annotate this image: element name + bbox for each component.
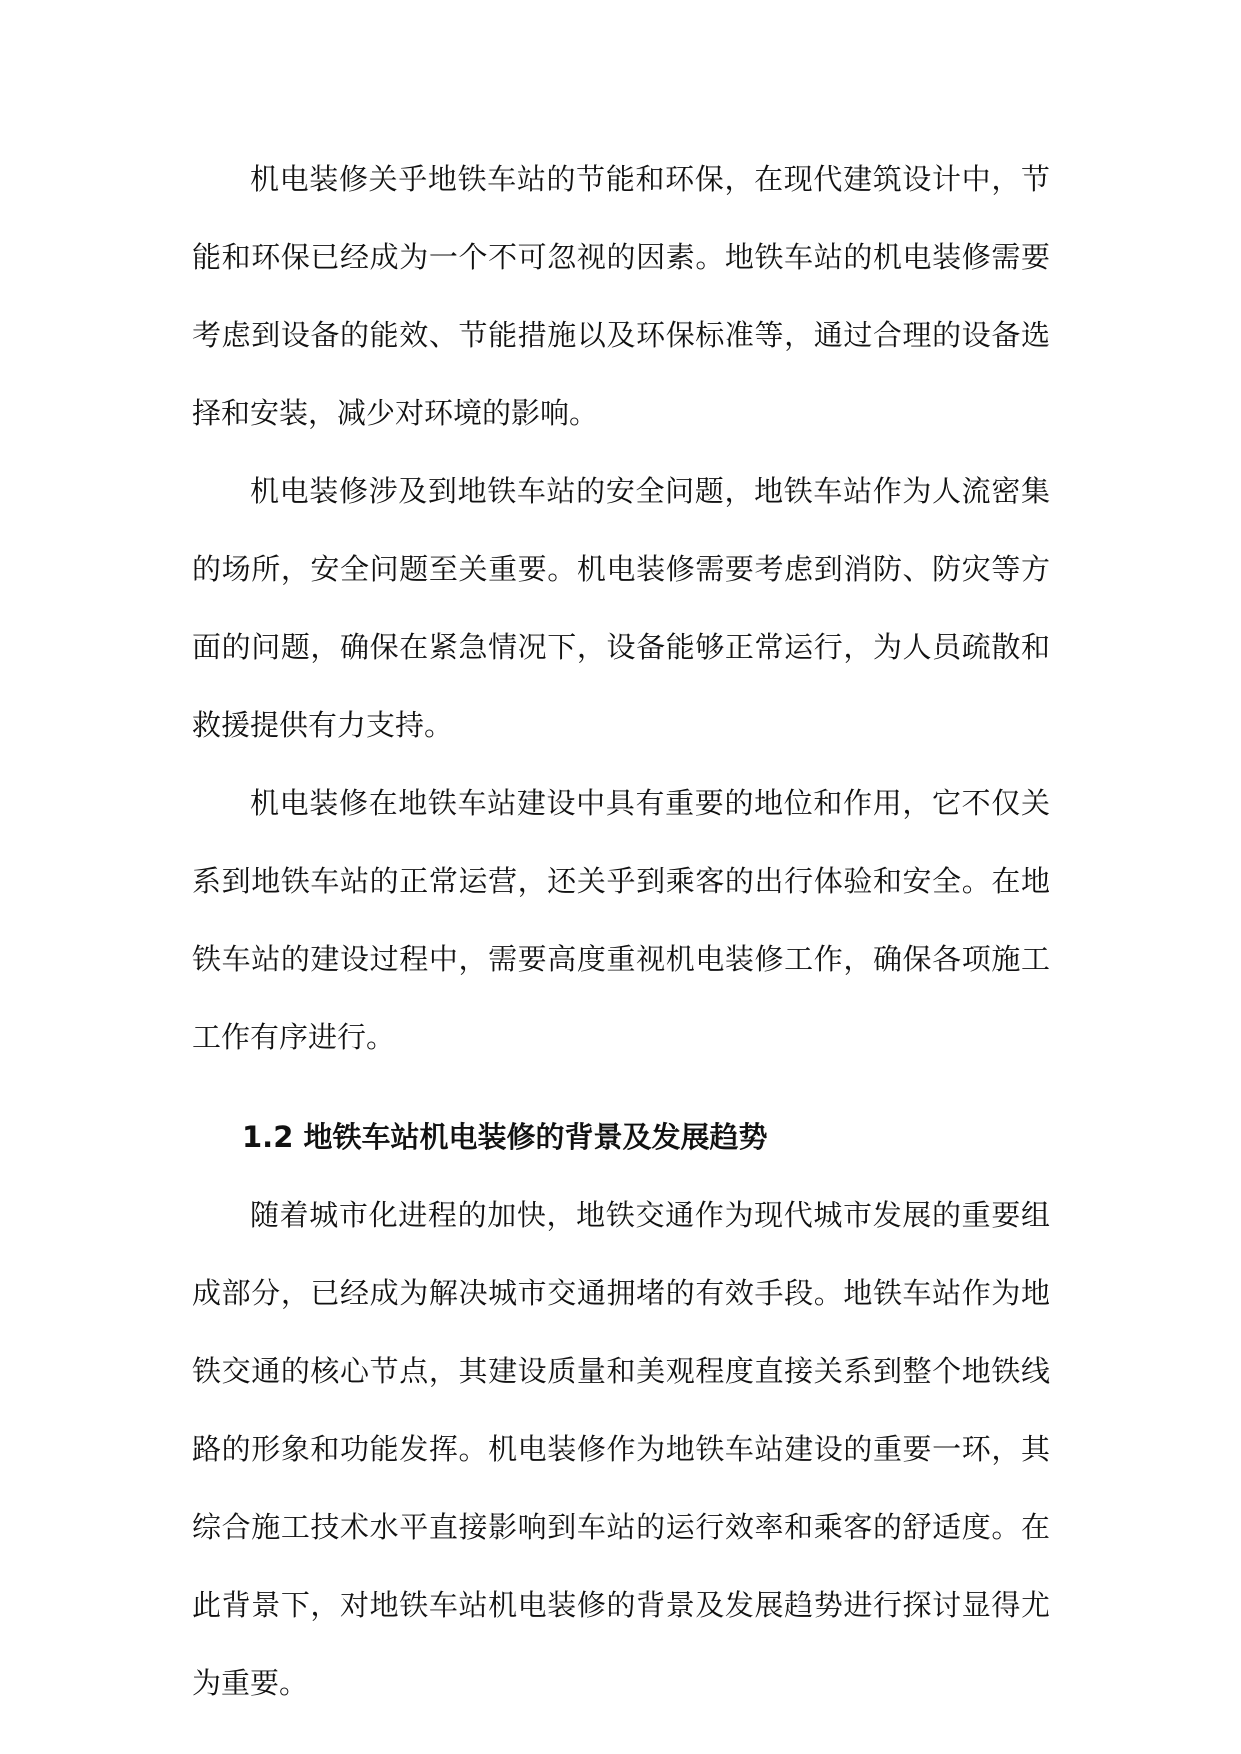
paragraph-importance: 机电装修在地铁车站建设中具有重要的地位和作用，它不仅关系到地铁车站的正常运营，还关乎到乘客的出行体验和安全。在地铁车站的建设过程中，需要高度重视机电装修工作，确保各项施工工作有序进行。: [192, 786, 1050, 1054]
document-body: [192, 140, 1050, 1722]
paragraph-background: 随着城市化进程的加快，地铁交通作为现代城市发展的重要组成部分，已经成为解决城市交通拥堵的有效手段。地铁车站作为地铁交通的核心节点，其建设质量和美观程度直接关系到整个地铁线路的形象和功能发挥。机电装修作为地铁车站建设的重要一环，其综合施工技术水平直接影响到车站的运行效率和乘客的舒适度。在此背景下，对地铁车站机电装修的背景及发展趋势进行探讨显得尤为重要。: [192, 1198, 1050, 1700]
section-heading: 1.2 地铁车站机电装修的背景及发展趋势: [242, 1120, 768, 1154]
paragraph-energy-environment: 机电装修关乎地铁车站的节能和环保，在现代建筑设计中，节能和环保已经成为一个不可忽视的因素。地铁车站的机电装修需要考虑到设备的能效、节能措施以及环保标准等，通过合理的设备选择和安装，减少对环境的影响。: [192, 162, 1050, 430]
paragraph-safety: 机电装修涉及到地铁车站的安全问题，地铁车站作为人流密集的场所，安全问题至关重要。机电装修需要考虑到消防、防灾等方面的问题，确保在紧急情况下，设备能够正常运行，为人员疏散和救援提供有力支持。: [192, 474, 1050, 742]
